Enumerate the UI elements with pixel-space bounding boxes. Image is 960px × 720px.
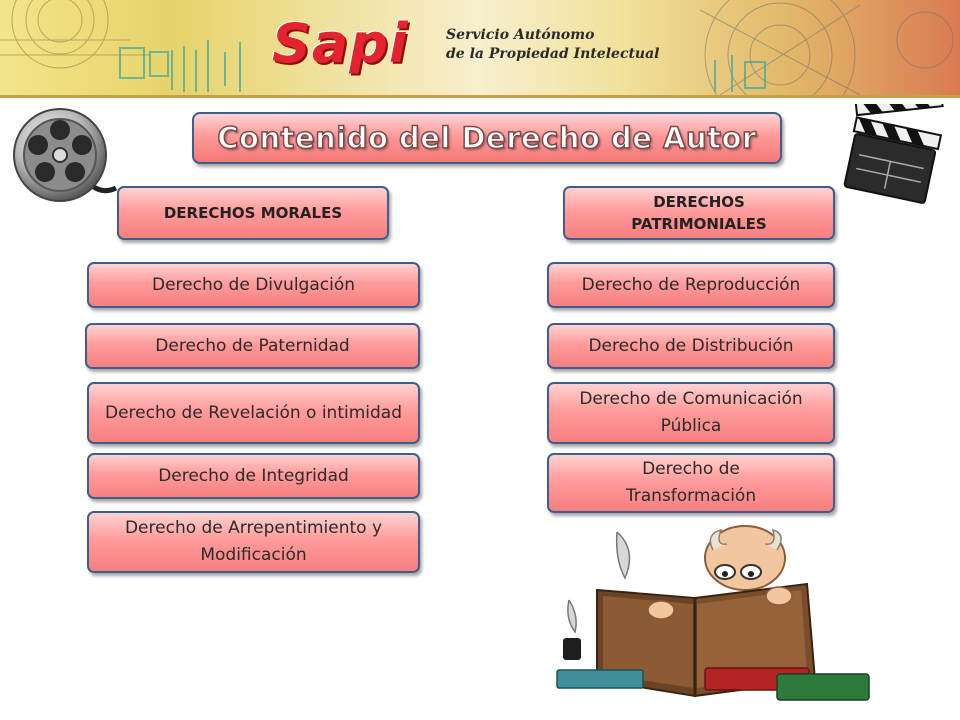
reading-scholar-illustration (545, 520, 875, 715)
tagline-line-1: Servicio Autónomo (446, 27, 595, 43)
patrimoniales-item-comunicacion: Derecho de Comunicación Pública (547, 382, 835, 444)
patrimoniales-item-reproduccion: Derecho de Reproducción (547, 262, 835, 308)
morales-item-paternidad: Derecho de Paternidad (85, 323, 420, 369)
patrimoniales-item-transformacion: Derecho de Transformación (547, 453, 835, 513)
patrimoniales-heading: DERECHOS PATRIMONIALES (563, 186, 835, 240)
patrimoniales-item-distribucion: Derecho de Distribución (547, 323, 835, 369)
morales-heading: DERECHOS MORALES (117, 186, 389, 240)
header-banner (0, 0, 960, 98)
morales-item-revelacion: Derecho de Revelación o intimidad (87, 382, 420, 444)
morales-item-integridad: Derecho de Integridad (87, 453, 420, 499)
tagline-line-2: de la Propiedad Intelectual (446, 46, 660, 62)
sapi-logo: Sapi (272, 12, 409, 75)
morales-item-divulgacion: Derecho de Divulgación (87, 262, 420, 308)
logo-tagline (446, 26, 660, 64)
morales-item-arrepentimiento: Derecho de Arrepentimiento y Modificación (87, 511, 420, 573)
page-title (192, 112, 782, 164)
film-reel-icon (8, 100, 118, 212)
page-title-text: Contenido del Derecho de Autor (217, 121, 757, 155)
clapperboard-icon (842, 104, 946, 204)
